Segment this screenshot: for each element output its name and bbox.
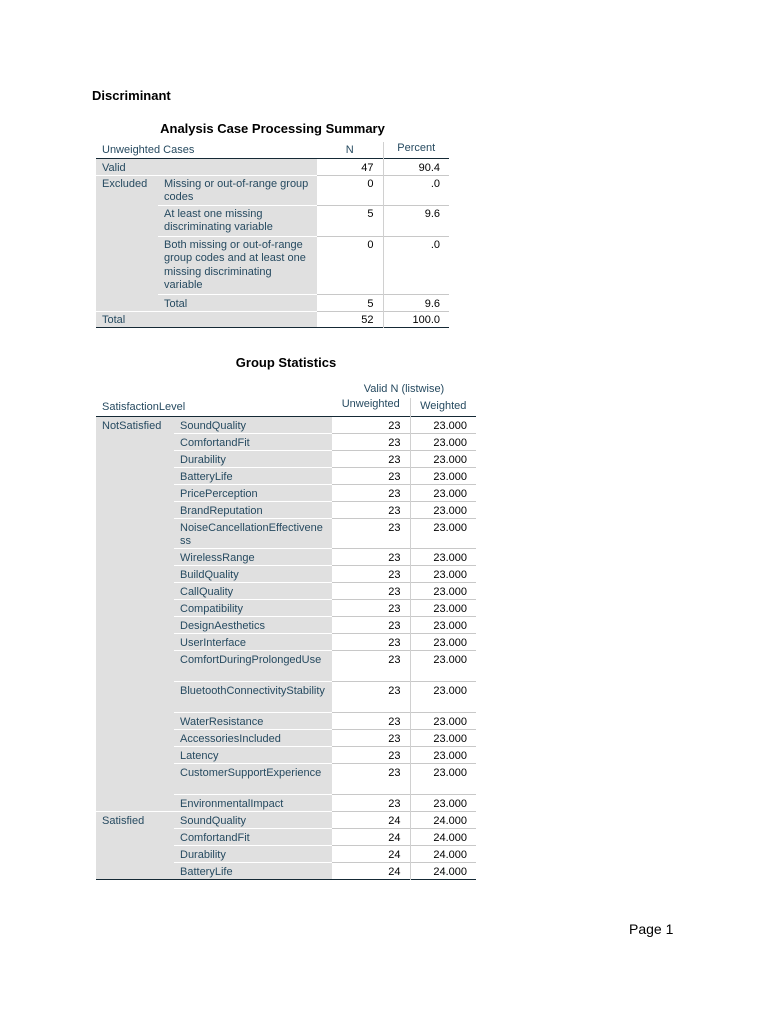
- row-variable-label: BrandReputation: [174, 501, 332, 518]
- row-variable-label: CustomerSupportExperience: [174, 763, 332, 794]
- row-group-label: [96, 845, 174, 862]
- row-variable-label: AccessoriesIncluded: [174, 729, 332, 746]
- row-variable-label: BuildQuality: [174, 565, 332, 582]
- row-group-label: [96, 548, 174, 565]
- row-group-label: [96, 433, 174, 450]
- table-row: [96, 416, 476, 433]
- cell-unweighted: 23: [332, 416, 410, 433]
- table-row: [96, 548, 476, 565]
- group-stats-header-row-1: [96, 382, 476, 398]
- row-group-label: [96, 828, 174, 845]
- row-group-label: [96, 501, 174, 518]
- row-group-label: [96, 582, 174, 599]
- row-group-label: NotSatisfied: [96, 416, 174, 433]
- case-summary-title: Analysis Case Processing Summary: [160, 121, 385, 136]
- row-group-label: Satisfied: [96, 811, 174, 828]
- row-variable-label: ComfortandFit: [174, 433, 332, 450]
- cell-weighted: 23.000: [410, 599, 476, 616]
- row-group-label: [96, 763, 174, 794]
- table-row: [96, 650, 476, 681]
- row-variable-label: WaterResistance: [174, 712, 332, 729]
- table-row: [96, 501, 476, 518]
- table-row: [96, 518, 476, 548]
- cell-weighted: 23.000: [410, 633, 476, 650]
- row-variable-label: ComfortandFit: [174, 828, 332, 845]
- cell-weighted: 24.000: [410, 828, 476, 845]
- cell-unweighted: 23: [332, 763, 410, 794]
- table-row: [96, 845, 476, 862]
- cell-unweighted: 23: [332, 616, 410, 633]
- row-group-label: [96, 599, 174, 616]
- cell-percent: 100.0: [383, 311, 449, 327]
- row-group-label: [96, 794, 174, 811]
- header-percent: Percent: [383, 142, 449, 158]
- table-row: [96, 794, 476, 811]
- row-variable-label: DesignAesthetics: [174, 616, 332, 633]
- table-row: [96, 633, 476, 650]
- cell-weighted: 23.000: [410, 416, 476, 433]
- cell-unweighted: 23: [332, 599, 410, 616]
- table-row: [96, 484, 476, 501]
- row-group-label: [96, 633, 174, 650]
- table-row: [96, 681, 476, 712]
- cell-unweighted: 23: [332, 484, 410, 501]
- cell-unweighted: 23: [332, 450, 410, 467]
- row-variable-label: WirelessRange: [174, 548, 332, 565]
- header-unweighted: Unweighted: [341, 398, 400, 410]
- cell-unweighted: 23: [332, 794, 410, 811]
- row-label: Total: [158, 294, 317, 311]
- row-group-label: [96, 450, 174, 467]
- cell-weighted: 23.000: [410, 450, 476, 467]
- row-variable-label: UserInterface: [174, 633, 332, 650]
- table-row: [96, 729, 476, 746]
- table-row: [96, 433, 476, 450]
- cell-weighted: 23.000: [410, 501, 476, 518]
- cell-unweighted: 23: [332, 565, 410, 582]
- group-stats-title: Group Statistics: [235, 355, 337, 370]
- table-row: [96, 236, 449, 294]
- table-row: [96, 158, 449, 175]
- cell-weighted: 23.000: [410, 433, 476, 450]
- page-number: Page 1: [629, 921, 674, 937]
- cell-weighted: 23.000: [410, 729, 476, 746]
- row-variable-label: EnvironmentalImpact: [174, 794, 332, 811]
- cell-unweighted: 23: [332, 712, 410, 729]
- row-group-label: [96, 712, 174, 729]
- cell-weighted: 24.000: [410, 862, 476, 879]
- row-variable-label: Latency: [174, 746, 332, 763]
- table-row: [96, 175, 449, 205]
- row-variable-label: BluetoothConnectivityStability: [174, 681, 332, 712]
- row-variable-label: Durability: [174, 450, 332, 467]
- row-variable-label: PricePerception: [174, 484, 332, 501]
- row-group-label: [96, 484, 174, 501]
- cell-unweighted: 24: [332, 862, 410, 879]
- cell-unweighted: 24: [332, 845, 410, 862]
- table-row: [96, 746, 476, 763]
- cell-weighted: 23.000: [410, 746, 476, 763]
- row-label: Missing or out-of-range group codes: [158, 175, 317, 205]
- cell-weighted: 24.000: [410, 845, 476, 862]
- header-n: N: [345, 144, 354, 156]
- cell-unweighted: 23: [332, 633, 410, 650]
- row-variable-label: SoundQuality: [174, 416, 332, 433]
- cell-weighted: 23.000: [410, 712, 476, 729]
- row-variable-label: BatteryLife: [174, 862, 332, 879]
- cell-unweighted: 23: [332, 650, 410, 681]
- group-stats-body: [96, 416, 476, 879]
- cell-n: 47: [317, 158, 383, 175]
- cell-n: 0: [317, 175, 383, 205]
- table-row: [96, 712, 476, 729]
- cell-n: 52: [317, 311, 383, 327]
- row-group-label: Total: [96, 311, 317, 327]
- table-row: [96, 616, 476, 633]
- cell-weighted: 23.000: [410, 763, 476, 794]
- cell-n: 5: [317, 294, 383, 311]
- cell-weighted: 23.000: [410, 650, 476, 681]
- header-satisfaction-level: SatisfactionLevel: [102, 401, 186, 413]
- cell-unweighted: 23: [332, 681, 410, 712]
- row-group-label: [96, 565, 174, 582]
- row-variable-label: NoiseCancellationEffectiveness: [174, 518, 332, 548]
- row-group-label: [96, 518, 174, 548]
- cell-weighted: 23.000: [410, 681, 476, 712]
- cell-n: 5: [317, 205, 383, 236]
- table-row: [96, 467, 476, 484]
- cell-weighted: 23.000: [410, 518, 476, 548]
- header-unweighted-cases: Unweighted Cases: [102, 144, 195, 156]
- row-group-label: [96, 467, 174, 484]
- cell-unweighted: 23: [332, 467, 410, 484]
- header-valid-n: Valid N (listwise): [363, 383, 445, 395]
- cell-weighted: 23.000: [410, 565, 476, 582]
- cell-percent: 9.6: [383, 205, 449, 236]
- document-title: Discriminant: [92, 88, 171, 103]
- header-weighted: Weighted: [410, 398, 476, 416]
- table-row: [96, 294, 449, 311]
- cell-unweighted: 23: [332, 548, 410, 565]
- row-variable-label: CallQuality: [174, 582, 332, 599]
- row-label: Both missing or out-of-range group codes and at least one missing discriminating variable: [158, 236, 317, 294]
- group-stats-header-row-2: [96, 398, 476, 416]
- row-group-label: [96, 729, 174, 746]
- cell-n: 0: [317, 236, 383, 294]
- table-row: [96, 599, 476, 616]
- row-label: At least one missing discriminating variable: [158, 205, 317, 236]
- cell-percent: .0: [383, 175, 449, 205]
- table-row: [96, 828, 476, 845]
- table-row: [96, 205, 449, 236]
- row-variable-label: BatteryLife: [174, 467, 332, 484]
- cell-unweighted: 23: [332, 746, 410, 763]
- cell-unweighted: 24: [332, 828, 410, 845]
- cell-weighted: 23.000: [410, 548, 476, 565]
- table-row: [96, 763, 476, 794]
- cell-unweighted: 23: [332, 582, 410, 599]
- row-group-label: [96, 862, 174, 879]
- cell-unweighted: 23: [332, 433, 410, 450]
- cell-weighted: 23.000: [410, 484, 476, 501]
- row-group-label: [96, 681, 174, 712]
- row-variable-label: SoundQuality: [174, 811, 332, 828]
- case-summary-table: [96, 142, 449, 328]
- cell-percent: 9.6: [383, 294, 449, 311]
- row-variable-label: ComfortDuringProlongedUse: [174, 650, 332, 681]
- cell-percent: 90.4: [383, 158, 449, 175]
- cell-unweighted: 24: [332, 811, 410, 828]
- cell-weighted: 23.000: [410, 794, 476, 811]
- cell-unweighted: 23: [332, 501, 410, 518]
- row-group-label: [96, 746, 174, 763]
- table-row: [96, 862, 476, 879]
- cell-unweighted: 23: [332, 729, 410, 746]
- table-row: [96, 311, 449, 327]
- group-stats-table: [96, 382, 476, 880]
- row-group-label: [96, 650, 174, 681]
- case-summary-header-row: [96, 142, 449, 158]
- row-variable-label: Compatibility: [174, 599, 332, 616]
- row-variable-label: Durability: [174, 845, 332, 862]
- table-row: [96, 450, 476, 467]
- table-row: [96, 565, 476, 582]
- table-row: [96, 811, 476, 828]
- row-group-label: [96, 616, 174, 633]
- table-row: [96, 582, 476, 599]
- cell-weighted: 23.000: [410, 616, 476, 633]
- cell-unweighted: 23: [332, 518, 410, 548]
- cell-weighted: 24.000: [410, 811, 476, 828]
- cell-weighted: 23.000: [410, 582, 476, 599]
- row-group-label: Excluded: [96, 175, 158, 205]
- row-group-label: Valid: [96, 158, 317, 175]
- cell-weighted: 23.000: [410, 467, 476, 484]
- cell-percent: .0: [383, 236, 449, 294]
